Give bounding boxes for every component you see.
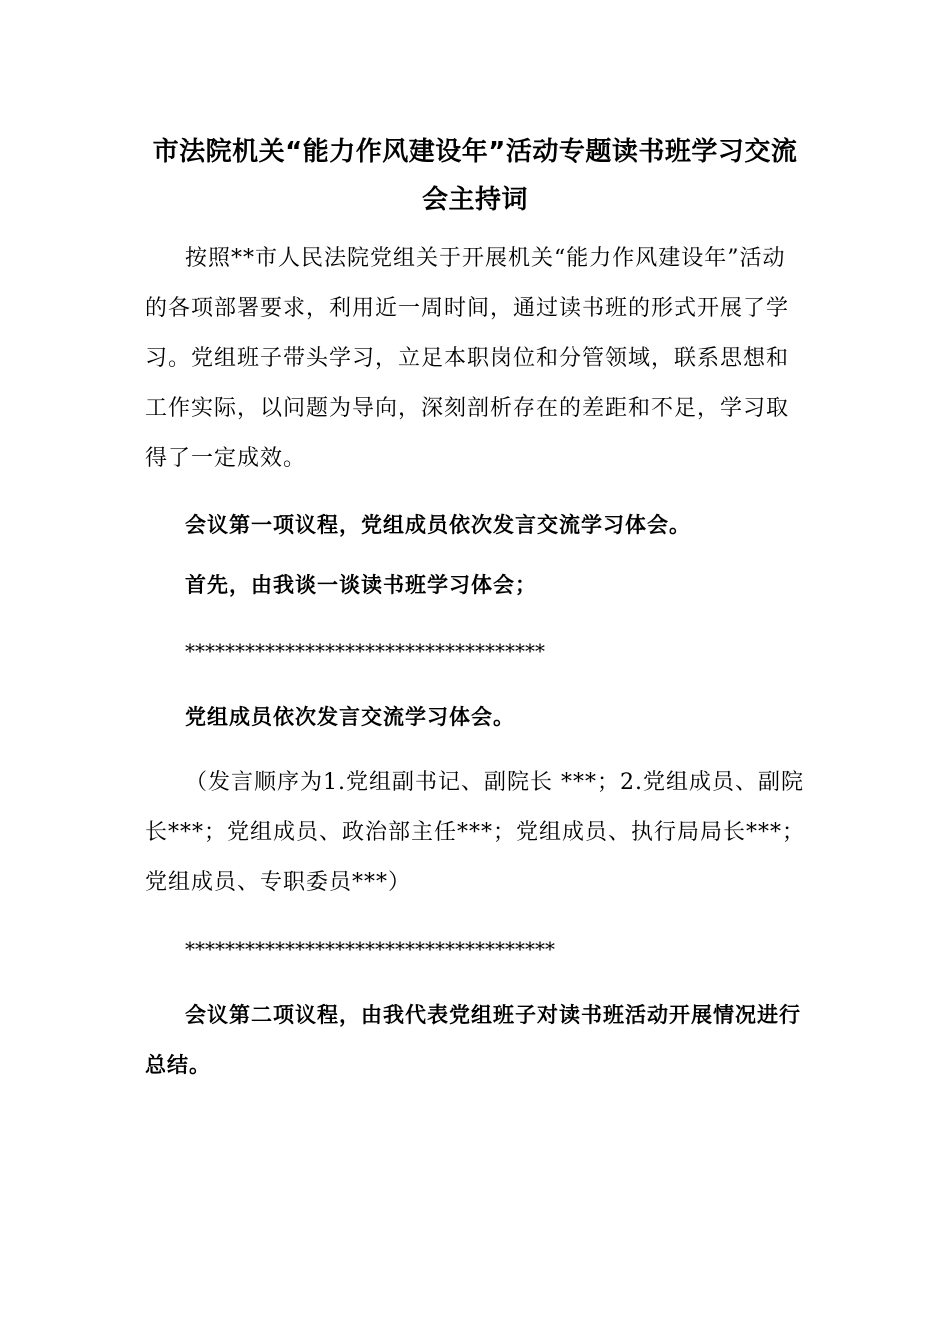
document-title — [145, 128, 805, 224]
spacer — [145, 610, 805, 626]
spacer — [145, 908, 805, 924]
title-line-1: 市法院机关“能力作风建设年”活动专题读书班学习交流 — [152, 137, 798, 167]
placeholder-stars-one: ************************************ — [185, 639, 545, 663]
spacer — [145, 484, 805, 500]
placeholder-stars-two: ************************************* — [185, 937, 555, 961]
spacer — [145, 676, 805, 692]
document-page — [145, 128, 805, 1090]
spacer — [145, 550, 805, 560]
speaking-order-paragraph: （发言顺序为1.党组副书记、副院长 ***；2.党组成员、副院长***；党组成员、政治部主任***；党组成员、执行局局长***；党组成员、专职委员***） — [145, 770, 806, 895]
spacer — [145, 974, 805, 990]
title-line-2: 会主持词 — [421, 185, 528, 215]
spacer — [145, 224, 805, 234]
agenda-item-two: 会议第二项议程，由我代表党组班子对读书班活动开展情况进行总结。 — [145, 1003, 801, 1077]
intro-paragraph: 按照**市人民法院党组关于开展机关“能力作风建设年”活动的各项部署要求，利用近一周时间，通过读书班的形式开展了学习。党组班子带头学习，立足本职岗位和分管领域，联系思想和工作实际，以问题为导向，深刻剖析存在的差距和不足，学习取得了一定成效。 — [145, 246, 790, 471]
agenda-item-one: 会议第一项议程，党组成员依次发言交流学习体会。 — [185, 513, 691, 537]
spacer — [145, 742, 805, 758]
first-speaker-paragraph: 首先，由我谈一谈读书班学习体会； — [185, 573, 537, 597]
members-speak-paragraph: 党组成员依次发言交流学习体会。 — [185, 705, 515, 729]
